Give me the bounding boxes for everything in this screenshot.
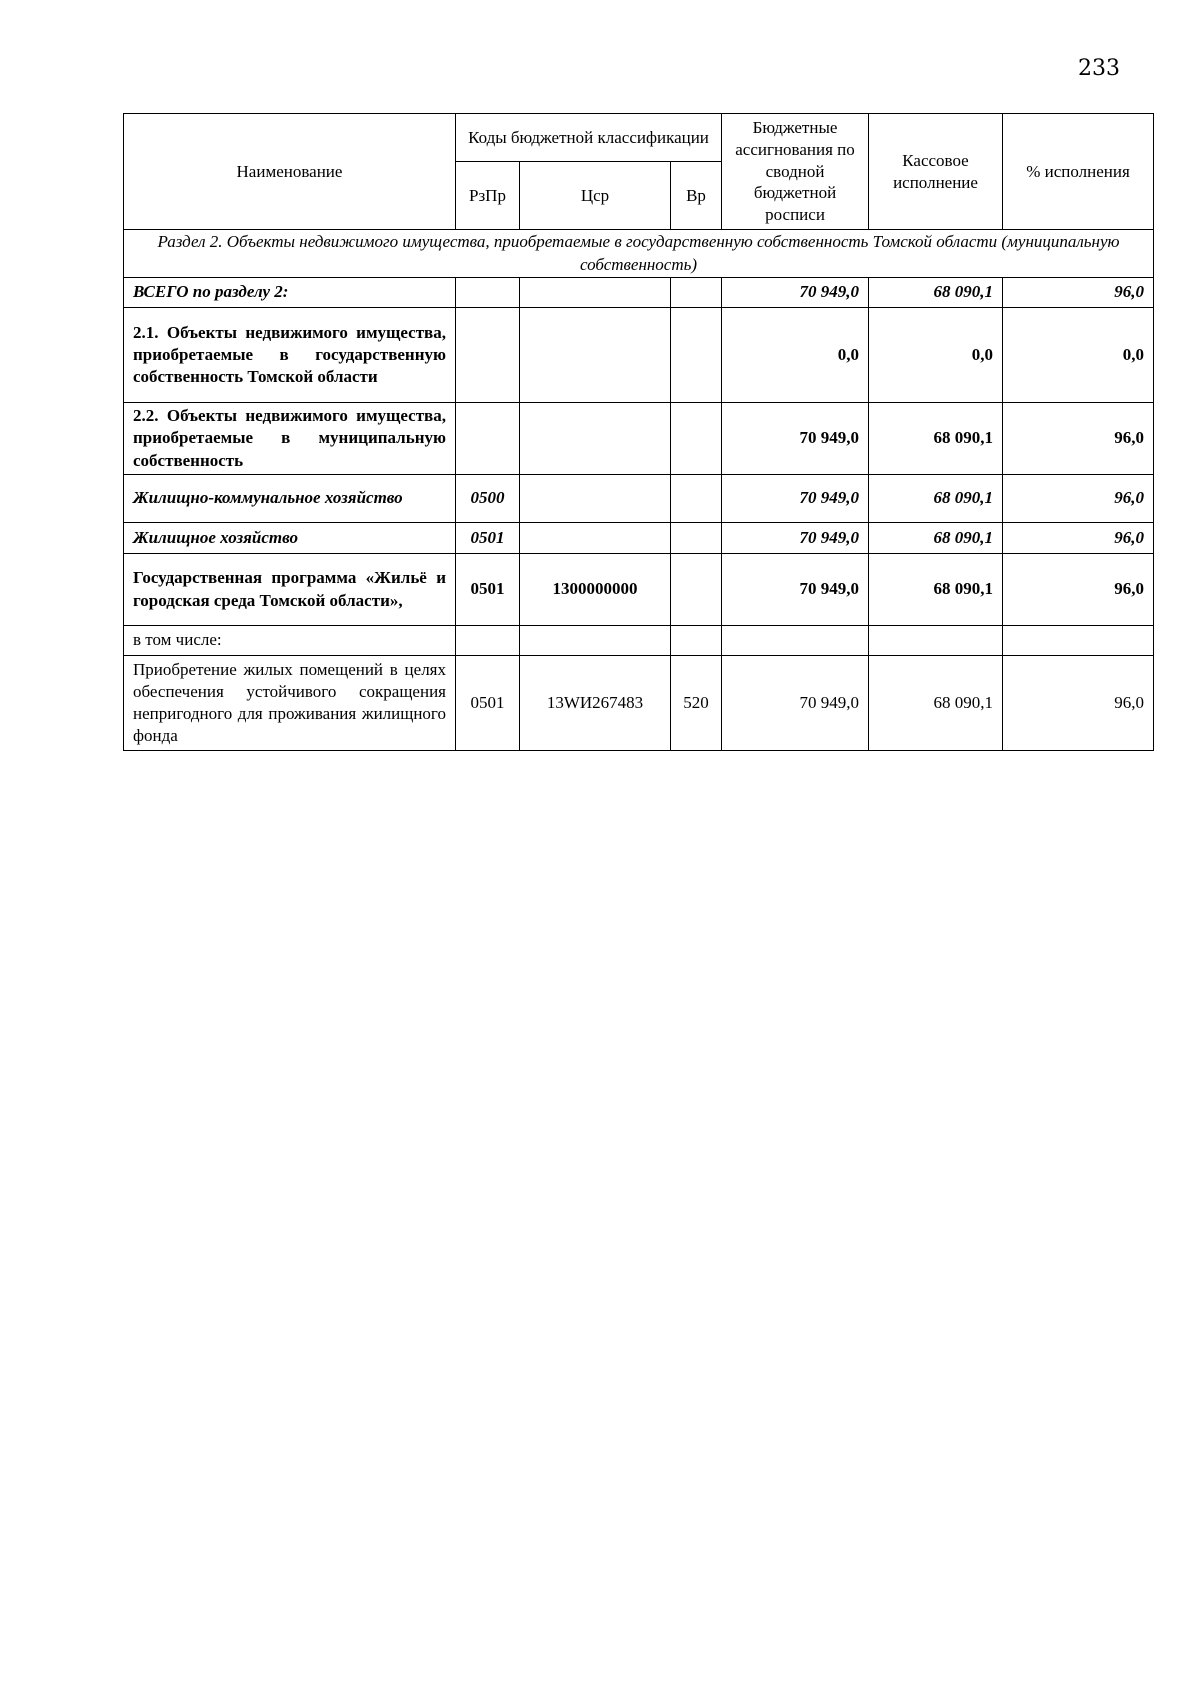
row-allocation: 70 949,0 bbox=[722, 278, 869, 308]
table-row bbox=[124, 278, 1154, 308]
row-cash: 68 090,1 bbox=[869, 554, 1003, 626]
row-name: 2.2. Объекты недвижимого имущества, приобретаемые в муниципальную собственность bbox=[124, 403, 456, 475]
row-csr: 1300000000 bbox=[520, 554, 671, 626]
row-name: ВСЕГО по разделу 2: bbox=[124, 278, 456, 308]
row-rzpr: 0501 bbox=[456, 656, 520, 751]
row-allocation: 70 949,0 bbox=[722, 403, 869, 475]
row-csr: 13WИ267483 bbox=[520, 656, 671, 751]
row-cash: 68 090,1 bbox=[869, 403, 1003, 475]
row-cash: 68 090,1 bbox=[869, 523, 1003, 554]
row-rzpr bbox=[456, 278, 520, 308]
row-rzpr bbox=[456, 626, 520, 656]
row-percent: 96,0 bbox=[1003, 523, 1154, 554]
row-percent: 96,0 bbox=[1003, 403, 1154, 475]
row-rzpr bbox=[456, 403, 520, 475]
row-percent: 96,0 bbox=[1003, 278, 1154, 308]
row-vr bbox=[671, 626, 722, 656]
table-row bbox=[124, 554, 1154, 626]
table-row bbox=[124, 656, 1154, 751]
header-percent-execution: % исполнения bbox=[1003, 114, 1154, 230]
row-name: 2.1. Объекты недвижимого имущества, приобретаемые в государственную собственность Томской области bbox=[124, 308, 456, 403]
table-row bbox=[124, 308, 1154, 403]
row-cash: 0,0 bbox=[869, 308, 1003, 403]
row-allocation: 70 949,0 bbox=[722, 475, 869, 523]
row-percent: 0,0 bbox=[1003, 308, 1154, 403]
row-cash: 68 090,1 bbox=[869, 278, 1003, 308]
budget-execution-table bbox=[123, 113, 1154, 751]
row-name: в том числе: bbox=[124, 626, 456, 656]
header-allocations: Бюджетные ассигнования по сводной бюджетной росписи bbox=[722, 114, 869, 230]
table-row bbox=[124, 475, 1154, 523]
header-csr: Цср bbox=[520, 162, 671, 230]
table-row bbox=[124, 626, 1154, 656]
table-row bbox=[124, 403, 1154, 475]
row-cash: 68 090,1 bbox=[869, 656, 1003, 751]
row-vr bbox=[671, 308, 722, 403]
row-percent: 96,0 bbox=[1003, 554, 1154, 626]
row-vr bbox=[671, 523, 722, 554]
row-csr bbox=[520, 626, 671, 656]
row-allocation: 70 949,0 bbox=[722, 554, 869, 626]
header-vr: Вр bbox=[671, 162, 722, 230]
section-title: Раздел 2. Объекты недвижимого имущества, приобретаемые в государственную собственность Томской области (муниципальную собственность) bbox=[124, 230, 1154, 278]
row-name: Жилищно-коммунальное хозяйство bbox=[124, 475, 456, 523]
row-allocation: 0,0 bbox=[722, 308, 869, 403]
row-vr bbox=[671, 278, 722, 308]
row-vr bbox=[671, 403, 722, 475]
row-allocation: 70 949,0 bbox=[722, 656, 869, 751]
row-rzpr bbox=[456, 308, 520, 403]
row-percent: 96,0 bbox=[1003, 656, 1154, 751]
row-rzpr: 0501 bbox=[456, 523, 520, 554]
table-row bbox=[124, 523, 1154, 554]
row-csr bbox=[520, 308, 671, 403]
row-allocation bbox=[722, 626, 869, 656]
row-rzpr: 0500 bbox=[456, 475, 520, 523]
row-csr bbox=[520, 278, 671, 308]
header-name: Наименование bbox=[124, 114, 456, 230]
header-cash-execution: Кассовое исполнение bbox=[869, 114, 1003, 230]
row-name: Приобретение жилых помещений в целях обеспечения устойчивого сокращения непригодного для проживания жилищного фонда bbox=[124, 656, 456, 751]
row-cash: 68 090,1 bbox=[869, 475, 1003, 523]
row-csr bbox=[520, 475, 671, 523]
row-percent bbox=[1003, 626, 1154, 656]
header-rzpr: РзПр bbox=[456, 162, 520, 230]
row-name: Государственная программа «Жильё и городская среда Томской области», bbox=[124, 554, 456, 626]
row-percent: 96,0 bbox=[1003, 475, 1154, 523]
row-rzpr: 0501 bbox=[456, 554, 520, 626]
row-vr bbox=[671, 475, 722, 523]
row-allocation: 70 949,0 bbox=[722, 523, 869, 554]
page-number: 233 bbox=[1078, 56, 1120, 81]
row-vr: 520 bbox=[671, 656, 722, 751]
row-vr bbox=[671, 554, 722, 626]
row-name: Жилищное хозяйство bbox=[124, 523, 456, 554]
header-codes-group: Коды бюджетной классификации bbox=[456, 114, 722, 162]
row-cash bbox=[869, 626, 1003, 656]
row-csr bbox=[520, 403, 671, 475]
row-csr bbox=[520, 523, 671, 554]
